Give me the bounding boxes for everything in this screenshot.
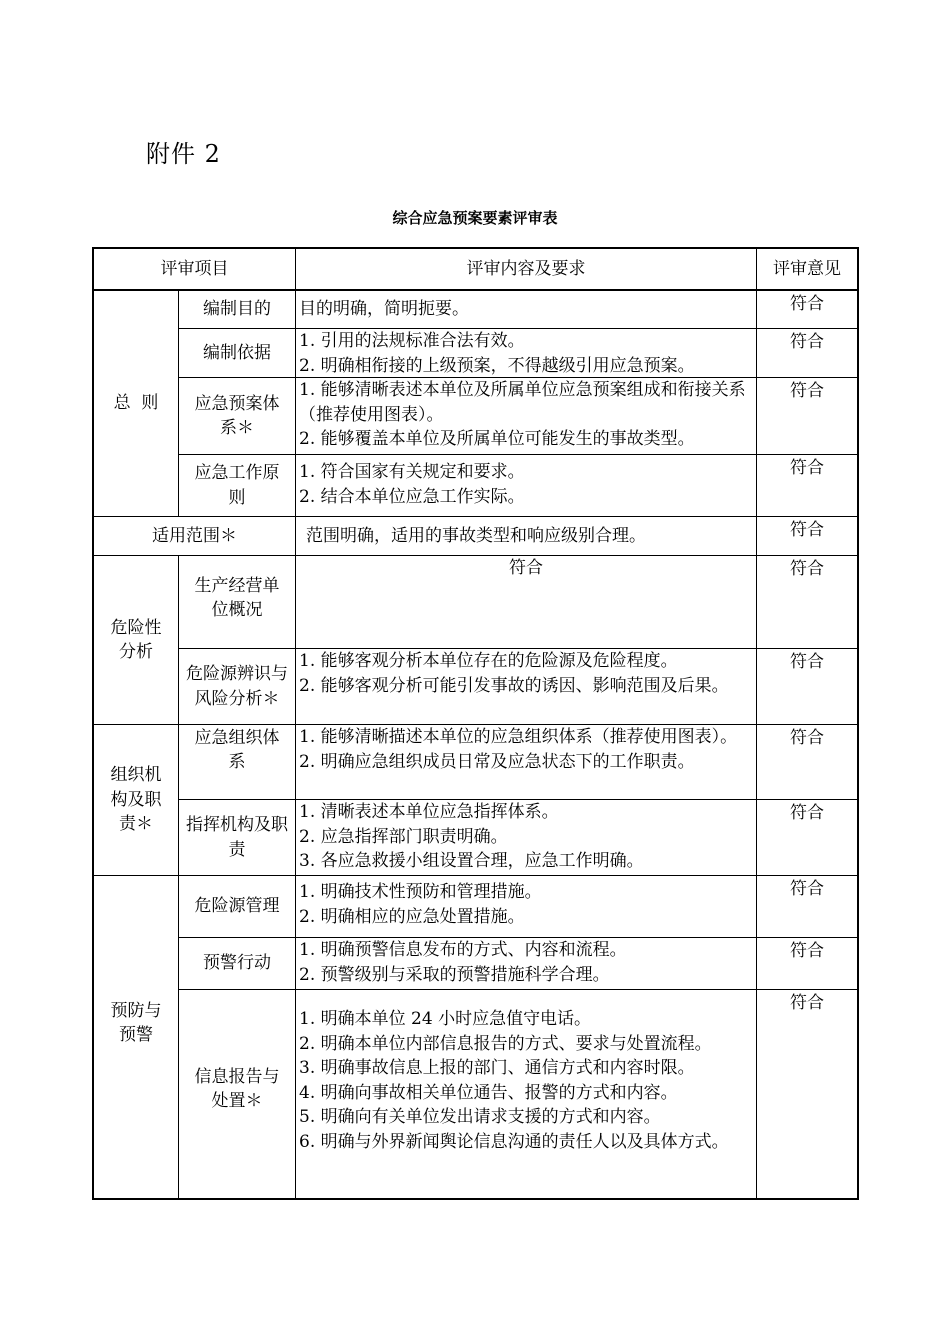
hazard-item-identification: 危险源辨识与风险分析＊ [186, 664, 288, 709]
general-opinion-basis: 符合 [790, 332, 824, 352]
content-line: 1. 清晰表述本单位应急指挥体系。 [299, 802, 559, 822]
content-line: 6. 明确与外界新闻舆论信息沟通的责任人以及具体方式。 [299, 1131, 729, 1152]
hazard-content-identification [296, 649, 756, 724]
header-content: 评审内容及要求 [466, 258, 586, 279]
content-line: 1. 明确技术性预防和管理措施。 [299, 882, 542, 902]
content-line: 1. 明确本单位 24 小时应急值守电话。 [299, 1009, 592, 1029]
content-line: 1. 能够客观分析本单位存在的危险源及危险程度。 [299, 651, 678, 671]
content-line: 2. 明确本单位内部信息报告的方式、要求与处置流程。 [299, 1033, 712, 1054]
prevention-item-report: 信息报告与处置＊ [194, 1066, 280, 1111]
document-title: 综合应急预案要素评审表 [392, 209, 558, 227]
prevention-opinion-report: 符合 [790, 993, 824, 1013]
scope-opinion: 符合 [790, 520, 824, 540]
content-line: 2. 明确应急组织成员日常及应急状态下的工作职责。 [299, 751, 695, 772]
organization-content-system [296, 725, 756, 799]
section-organization-label: 组织机构及职责＊ [110, 765, 162, 835]
prevention-opinion-warning: 符合 [790, 941, 824, 961]
content-line: 1. 明确预警信息发布的方式、内容和流程。 [299, 940, 627, 960]
hazard-content-overview: 符合 [509, 558, 543, 578]
content-line: 2. 明确相衔接的上级预案，不得越级引用应急预案。 [299, 355, 695, 376]
content-line: 2. 能够客观分析可能引发事故的诱因、影响范围及后果。 [299, 675, 729, 696]
section-scope-label: 适用范围＊ [152, 525, 237, 546]
prevention-item-hazard-mgmt: 危险源管理 [194, 896, 280, 917]
attachment-label: 附件 2 [146, 140, 221, 168]
scope-content: 范围明确，适用的事故类型和响应级别合理。 [306, 526, 646, 546]
content-line: 目的明确，简明扼要。 [299, 299, 469, 319]
content-line: 3. 明确事故信息上报的部门、通信方式和内容时限。 [299, 1058, 695, 1078]
content-line: 2. 应急指挥部门职责明确。 [299, 826, 508, 847]
section-general-label: 总 则 [113, 393, 159, 414]
general-content-principle [296, 455, 756, 516]
organization-opinion-system: 符合 [790, 728, 824, 748]
prevention-item-warning: 预警行动 [203, 953, 271, 974]
content-line: 1. 能够清晰描述本单位的应急组织体系（推荐使用图表）。 [299, 727, 738, 747]
hazard-opinion-identification: 符合 [790, 652, 824, 672]
header-opinion: 评审意见 [773, 258, 841, 279]
prevention-content-hazard-mgmt [296, 876, 756, 937]
prevention-content-warning [296, 938, 756, 989]
hazard-opinion-overview: 符合 [790, 559, 824, 579]
section-hazard-label: 危险性分析 [110, 617, 162, 662]
content-line: 2. 能够覆盖本单位及所属单位可能发生的事故类型。 [299, 429, 695, 449]
content-line: 1. 能够清晰表述本单位及所属单位应急预案组成和衔接关系（推荐使用图表）。 [299, 380, 746, 425]
content-line: 3. 各应急救援小组设置合理，应急工作明确。 [299, 851, 644, 871]
content-line: 2. 明确相应的应急处置措施。 [299, 906, 525, 927]
content-line: 4. 明确向事故相关单位通告、报警的方式和内容。 [299, 1082, 678, 1103]
header-item: 评审项目 [160, 258, 229, 279]
organization-content-command [296, 800, 756, 875]
content-line: 2. 预警级别与采取的预警措施科学合理。 [299, 964, 610, 985]
review-table [92, 247, 859, 1200]
general-item-system: 应急预案体系＊ [194, 393, 280, 438]
general-opinion-system: 符合 [790, 381, 824, 401]
prevention-opinion-hazard-mgmt: 符合 [790, 879, 824, 899]
general-content-basis [296, 329, 756, 377]
general-content-system [296, 378, 756, 454]
content-line: 5. 明确向有关单位发出请求支援的方式和内容。 [299, 1107, 661, 1127]
general-opinion-purpose: 符合 [790, 294, 824, 314]
general-opinion-principle: 符合 [790, 458, 824, 478]
content-line: 1. 引用的法规标准合法有效。 [299, 331, 525, 351]
section-prevention-label: 预防与预警 [110, 1000, 162, 1045]
general-item-basis: 编制依据 [203, 342, 271, 363]
organization-item-system: 应急组织体系 [194, 727, 280, 772]
content-line: 2. 结合本单位应急工作实际。 [299, 486, 525, 507]
general-item-principle: 应急工作原则 [194, 463, 280, 508]
hazard-item-overview: 生产经营单位概况 [194, 575, 280, 620]
content-line: 1. 符合国家有关规定和要求。 [299, 462, 525, 482]
prevention-content-report [296, 990, 756, 1198]
general-content-purpose [296, 291, 756, 328]
organization-opinion-command: 符合 [790, 803, 824, 823]
general-item-purpose: 编制目的 [203, 299, 271, 320]
organization-item-command: 指挥机构及职责 [186, 815, 288, 860]
